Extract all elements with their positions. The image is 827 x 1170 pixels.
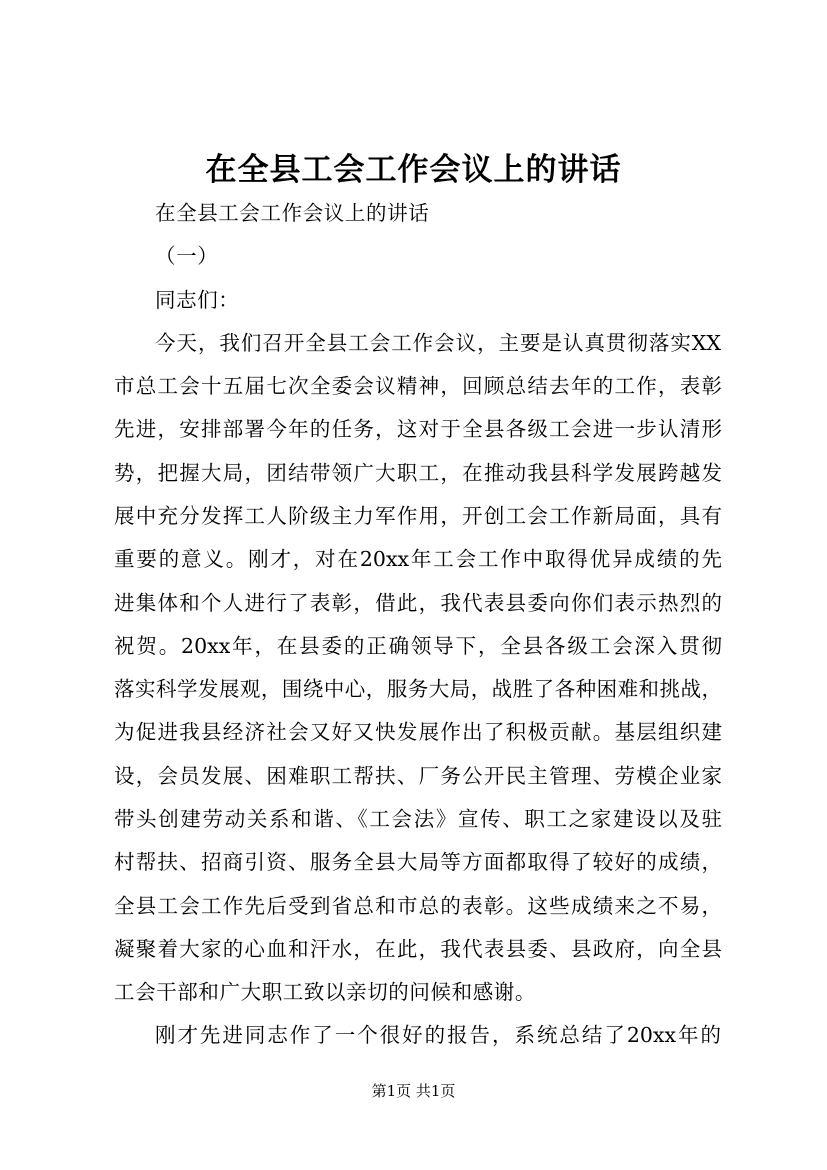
paragraph-line: 落实科学发展观，围绕中心，服务大局，战胜了各种困难和挑战， [114, 677, 722, 701]
paragraph-line: 重要的意义。刚才，对在20xx年工会工作中取得优异成绩的先 [114, 547, 722, 571]
greeting: 同志们： [155, 288, 240, 312]
paragraph-line: 为促进我县经济社会又好又快发展作出了积极贡献。基层组织建 [114, 720, 722, 744]
paragraph-line: 全县工会工作先后受到省总和市总的表彰。这些成绩来之不易， [114, 894, 722, 918]
paragraph-line: 凝聚着大家的心血和汗水，在此，我代表县委、县政府，向全县 [114, 937, 722, 961]
section-number: （一） [155, 244, 219, 268]
paragraph-line: 设，会员发展、困难职工帮扶、厂务公开民主管理、劳模企业家 [114, 764, 722, 788]
paragraph-line: 先进，安排部署今年的任务，这对于全县各级工会进一步认清形 [114, 417, 722, 441]
document-title: 在全县工会工作会议上的讲话 [205, 152, 622, 188]
paragraph-line: 祝贺。20xx年，在县委的正确领导下，全县各级工会深入贯彻 [114, 634, 722, 658]
paragraph-line: 刚才先进同志作了一个很好的报告，系统总结了20xx年的 [155, 1023, 721, 1047]
paragraph-line: 今天，我们召开全县工会工作会议，主要是认真贯彻落实XX [155, 331, 721, 355]
paragraph-line: 村帮扶、招商引资、服务全县大局等方面都取得了较好的成绩， [114, 850, 722, 874]
paragraph-line: 带头创建劳动关系和谐、《工会法》宣传、职工之家建设以及驻 [114, 807, 722, 831]
page-footer: 第1页 共1页 [371, 1082, 456, 1100]
paragraph-line: 进集体和个人进行了表彰，借此，我代表县委向你们表示热烈的 [114, 591, 722, 615]
paragraph-line: 市总工会十五届七次全委会议精神，回顾总结去年的工作，表彰 [114, 374, 722, 398]
paragraph-line: 工会干部和广大职工致以亲切的问候和感谢。 [114, 980, 536, 1004]
document-subtitle: 在全县工会工作会议上的讲话 [155, 201, 430, 225]
paragraph-line: 势，把握大局，团结带领广大职工，在推动我县科学发展跨越发 [114, 461, 722, 485]
paragraph-line: 展中充分发挥工人阶级主力军作用，开创工会工作新局面，具有 [114, 504, 722, 528]
